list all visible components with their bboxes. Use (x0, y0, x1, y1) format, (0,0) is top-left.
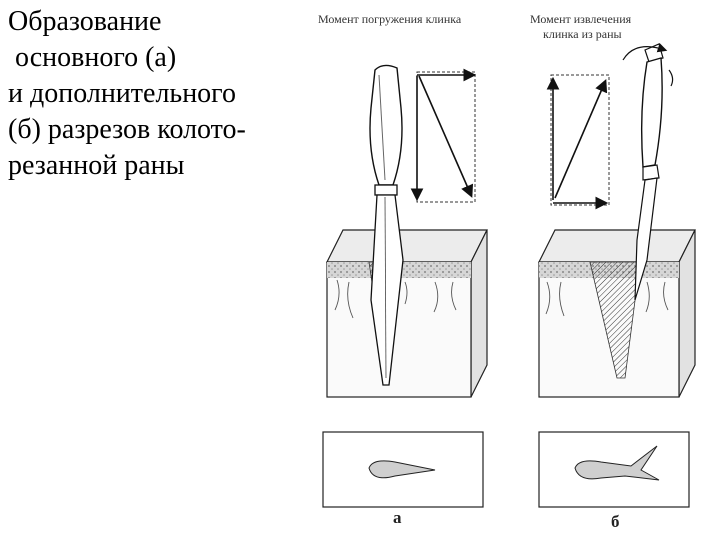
title-line: основного (а) (8, 42, 177, 73)
motion-arrows-a (417, 72, 475, 202)
wound-top-view-b (539, 432, 689, 507)
panel-label-a: а (393, 508, 402, 527)
wound-diagram-figure (285, 0, 720, 540)
motion-arrows-b (551, 75, 609, 205)
panel-label-b: б (611, 512, 620, 531)
wound-top-view-a (323, 432, 483, 507)
title-line: (б) разрезов колото- (8, 114, 246, 145)
tissue-block-a (327, 230, 487, 397)
title-line: резанной раны (8, 150, 185, 181)
title-line: Образование (8, 6, 162, 37)
panel-a-insertion (323, 65, 487, 507)
slide-title (8, 4, 288, 184)
title-line: и дополнительного (8, 78, 236, 109)
caption-extraction-line2: клинка из раны (543, 27, 622, 41)
caption-insertion: Момент погружения клинка (318, 12, 462, 26)
caption-extraction-line1: Момент извлечения (530, 12, 632, 26)
diagram-drawing (285, 0, 720, 540)
panel-b-extraction (539, 44, 695, 507)
